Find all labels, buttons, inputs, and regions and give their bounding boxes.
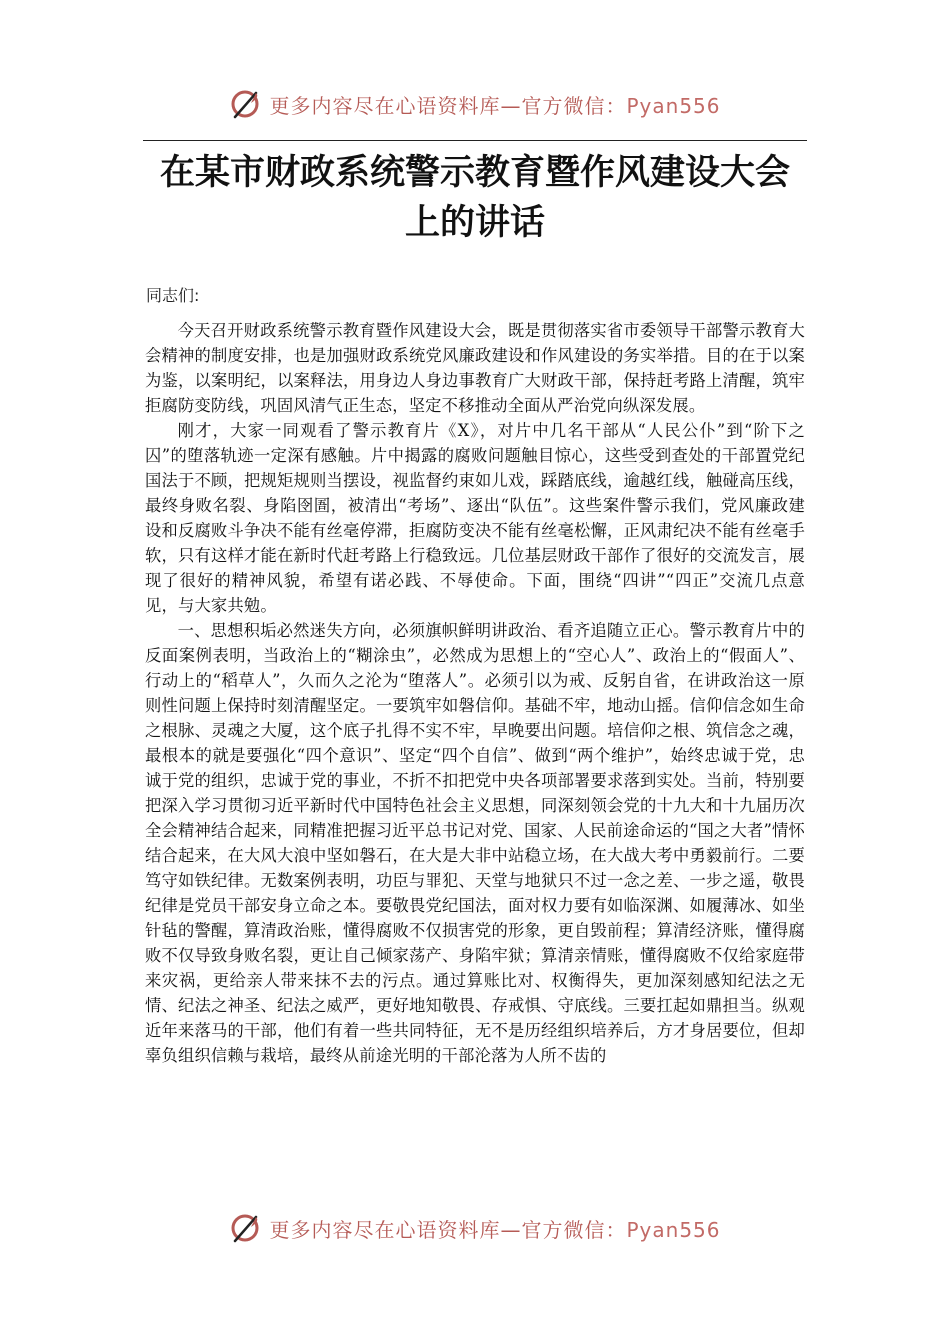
watermark-text: 更多内容尽在心语资料库—官方微信：Pyan556: [269, 93, 721, 118]
document-title: 在某市财政系统警示教育暨作风建设大会上的讲话: [159, 153, 790, 243]
paragraph: 刚才，大家一同观看了警示教育片《X》，对片中几名干部从“人民公仆”到“阶下之囚”的堕落轨迹一定深有感触。片中揭露的腐败问题触目惊心，这些受到查处的干部置党纪国法于不顾，把规矩规则当摆设，视监督约束如儿戏，踩踏底线，逾越红线，触碰高压线，最终身败名裂、身陷囹圄，被清出“考场”、逐出“队伍”。这些案件警示我们，党风廉政建设和反腐败斗争决不能有丝毫停滞，拒腐防变决不能有丝毫松懈，正风肃纪决不能有丝毫手软，只有这样才能在新时代赶考路上行稳致远。几位基层财政干部作了很好的交流发言，展现了很好的精神风貌，希望有诺必践、不辱使命。下面，围绕“四讲”“四正”交流几点意见，与大家共勉。: [145, 421, 805, 615]
watermark-banner-bottom: [0, 1208, 950, 1248]
watermark-text: 更多内容尽在心语资料库—官方微信：Pyan556: [269, 1217, 721, 1242]
watermark-banner-top: [0, 84, 950, 124]
paragraph: 一、思想积垢必然迷失方向，必须旗帜鲜明讲政治、看齐追随立正心。警示教育片中的反面案例表明，当政治上的“糊涂虫”，必然成为思想上的“空心人”、政治上的“假面人”、行动上的“稻草人”，久而久之沦为“堕落人”。必须引以为戒、反躬自省，在讲政治这一原则性问题上保持时刻清醒坚定。一要筑牢如磐信仰。基础不牢，地动山摇。信仰信念如生命之根脉、灵魂之大厦，这个底子扎得不实不牢，早晚要出问题。培信仰之根、筑信念之魂，最根本的就是要强化“四个意识”、坚定“四个自信”、做到“两个维护”，始终忠诚于党，忠诚于党的组织，忠诚于党的事业，不折不扣把党中央各项部署要求落到实处。当前，特别要把深入学习贯彻习近平新时代中国特色社会主义思想，同深刻领会党的十九大和十九届历次全会精神结合起来，同精准把握习近平总书记对党、国家、人民前途命运的“国之大者”情怀结合起来，在大风大浪中坚如磐石，在大是大非中站稳立场，在大战大考中勇毅前行。二要笃守如铁纪律。无数案例表明，功臣与罪犯、天堂与地狱只不过一念之差、一步之遥，敬畏纪律是党员干部安身立命之本。要敬畏党纪国法，面对权力要有如临深渊、如履薄冰、如坐针毡的警醒，算清政治账，懂得腐败不仅损害党的形象，更自毁前程；算清经济账，懂得腐败不仅导致身败名裂，更让自己倾家荡产、身陷牢狱；算清亲情账，懂得腐败不仅给家庭带来灾祸，更给亲人带来抹不去的污点。通过算账比对、权衡得失，更加深刻感知纪法之无情、纪法之神圣、纪法之威严，更好地知敬畏、存戒惧、守底线。三要扛起如鼎担当。纵观近年来落马的干部，他们有着一些共同特征，无不是历经组织培养后，方才身居要位，但却辜负组织信赖与栽培，最终从前途光明的干部沦落为人所不齿的: [145, 621, 805, 1065]
quill-logo-icon: [229, 1211, 263, 1245]
watermark-handle: Pyan556: [626, 93, 721, 118]
paragraph: 今天召开财政系统警示教育暨作风建设大会，既是贯彻落实省市委领导干部警示教育大会精神的制度安排，也是加强财政系统党风廉政建设和作风建设的务实举措。目的在于以案为鉴，以案明纪，以案释法，用身边人身边事教育广大财政干部，保持赶考路上清醒，筑牢拒腐防变防线，巩固风清气正生态，坚定不移推动全面从严治党向纵深发展。: [145, 321, 805, 415]
salutation: 同志们:: [146, 286, 200, 305]
quill-logo-icon: [229, 87, 263, 121]
title-divider: [143, 140, 807, 141]
watermark-handle: Pyan556: [626, 1217, 721, 1242]
document-body: [145, 318, 805, 1068]
